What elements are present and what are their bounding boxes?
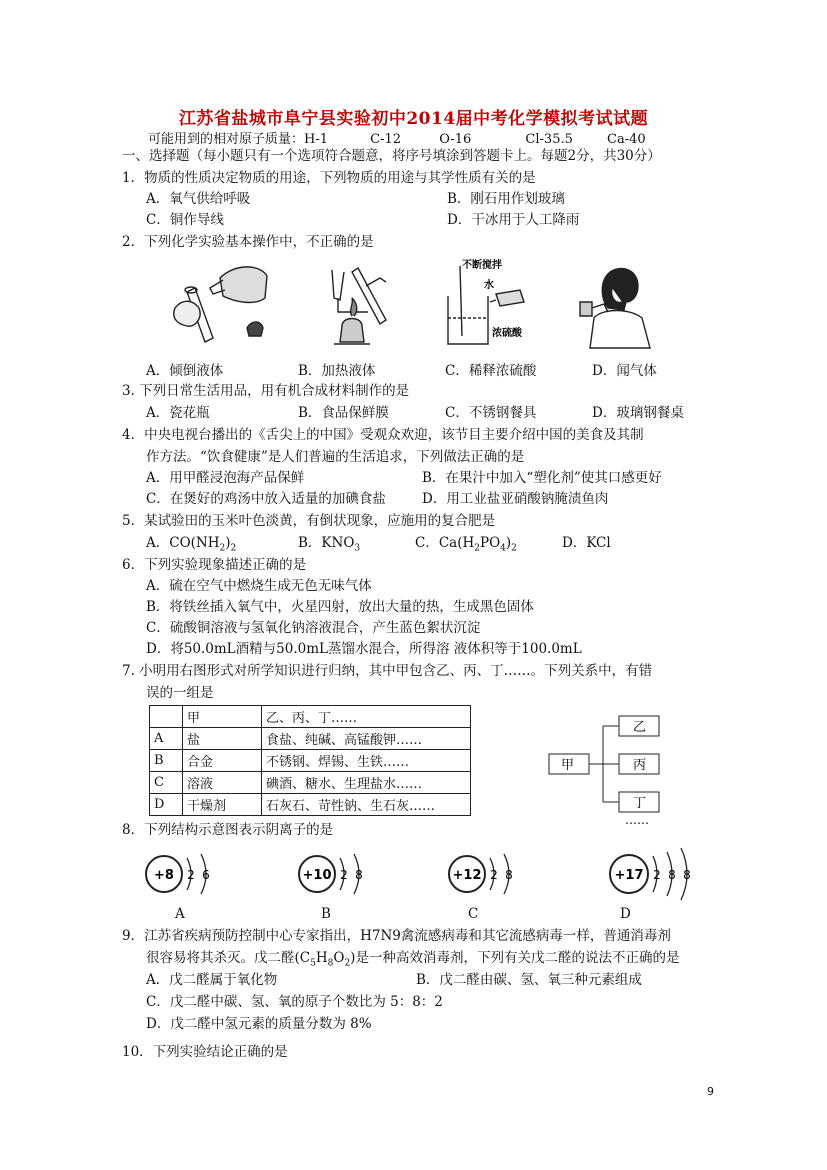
q9-option-d: D．戊二醛中氢元素的质量分数为 8%: [146, 1016, 372, 1032]
table-row: A 盐 食盐、纯碱、高锰酸钾……: [150, 728, 471, 750]
q1-option-c: C．铜作导线: [146, 212, 224, 228]
page-number: 9: [707, 1085, 714, 1098]
q7-stem-1: 7. 小明用右图形式对所学知识进行归纳，其中甲包含乙、丙、丁……。下列关系中，有错: [122, 663, 653, 679]
pouring-liquid-figure: [165, 258, 275, 350]
tree-more: ……: [625, 813, 649, 826]
q5-option-a: A．$CO(NH_2)_2$: [146, 535, 237, 554]
svg-text:2: 2: [340, 868, 348, 882]
q4-option-d: D．用工业盐亚硝酸钠腌渍鱼肉: [422, 491, 609, 507]
svg-text:+10: +10: [302, 868, 332, 883]
atomic-mass-line: [148, 128, 680, 147]
q2-option-a: A．倾倒液体: [146, 363, 224, 379]
q5-option-c: C．$Ca(H_2PO_4)_2$: [415, 535, 517, 554]
q6-stem: 6．下列实验现象描述正确的是: [122, 557, 307, 573]
svg-text:2: 2: [187, 868, 195, 882]
q3-option-a: A．瓷花瓶: [146, 405, 210, 421]
q1-stem: 1．物质的性质决定物质的用途，下列物质的用途与其学性质有关的是: [122, 170, 536, 186]
svg-text:8: 8: [505, 868, 513, 882]
q2-option-b: B．加热液体: [298, 363, 376, 379]
section-heading: 一、选择题（每小题只有一个选项符合题意，将序号填涂到答题卡上。每题2分，共30分）: [122, 148, 661, 164]
dilute-acid-figure: [440, 256, 550, 352]
atom-structure-b: [296, 850, 376, 900]
tree-child-1: 乙: [633, 720, 647, 735]
svg-text:2: 2: [490, 868, 498, 882]
q8-stem: 8．下列结构示意图表示阴离子的是: [122, 822, 334, 838]
tree-root: 甲: [561, 758, 575, 773]
q9-option-a: A．戊二醛属于氧化物: [146, 972, 278, 988]
atom-letter-b: B: [321, 906, 331, 922]
atomic-mass-o: O-16: [439, 132, 472, 147]
q9-option-b: B．戊二醛由碳、氢、氧三种元素组成: [416, 972, 642, 988]
table-row: D 干燥剂 石灰石、苛性钠、生石灰……: [150, 794, 471, 816]
svg-text:+12: +12: [452, 868, 482, 883]
q4-option-b: B．在果汁中加入“塑化剂”使其口感更好: [422, 470, 662, 486]
q1-option-b: B．刚石用作划玻璃: [447, 191, 565, 207]
table-row: C 溶液 碘酒、糖水、生理盐水……: [150, 772, 471, 794]
q2-option-d: D．闻气体: [592, 363, 657, 379]
page-title: 江苏省盐城市阜宁县实验初中2014届中考化学模拟考试试题: [178, 109, 649, 129]
q5-option-b: B．$KNO_3$: [298, 535, 361, 554]
atomic-mass-label: 可能用到的相对原子质量：H-1: [148, 132, 329, 147]
q7-table: [149, 705, 471, 816]
q2-stem: 2．下列化学实验基本操作中，不正确的是: [122, 234, 374, 250]
q6-option-a: A．硫在空气中燃烧生成无色无味气体: [146, 578, 372, 594]
svg-text:8: 8: [668, 868, 676, 882]
tree-child-3: 丁: [633, 796, 647, 811]
svg-text:6: 6: [202, 868, 210, 882]
q4-option-c: C．在煲好的鸡汤中放入适量的加碘食盐: [146, 491, 386, 507]
svg-text:8: 8: [683, 868, 691, 882]
atom-structure-c: [446, 850, 526, 900]
q6-option-b: B．将铁丝插入氧气中，火星四射，放出大量的热，生成黑色固体: [146, 599, 534, 615]
q9-stem-2: 很容易将其杀灭。戊二醛$(C_5H_8O_2)$是一种高效消毒剂，下列有关戊二醛的说法不正确的是: [146, 950, 680, 969]
label-water: 水: [484, 280, 494, 291]
label-acid: 浓硫酸: [492, 328, 522, 339]
q3-option-b: B．食品保鲜膜: [298, 405, 389, 421]
q5-option-d: D．KCl: [562, 535, 611, 551]
q3-option-c: C．不锈钢餐具: [445, 405, 537, 421]
svg-text:+8: +8: [154, 868, 174, 883]
q1-option-a: A．氧气供给呼吸: [146, 191, 251, 207]
svg-text:8: 8: [355, 868, 363, 882]
q6-option-d: D．将50.0mL酒精与50.0mL蒸馏水混合，所得溶 液体积等于100.0mL: [146, 641, 582, 657]
q3-stem: 3. 下列日常生活用品，用有机合成材料制作的是: [122, 383, 410, 399]
q5-stem: 5．某试验田的玉米叶色淡黄，有倒状现象，应施用的复合肥是: [122, 513, 496, 529]
atom-letter-c: C: [468, 906, 479, 922]
label-stir: 不断搅拌: [462, 260, 502, 271]
q7-tree-diagram: [545, 710, 675, 826]
q9-option-c: C．戊二醛中碳、氢、氧的原子个数比为 5：8：2: [146, 994, 443, 1010]
q7-stem-2: 误的一组是: [146, 685, 214, 701]
svg-text:2: 2: [653, 868, 661, 882]
atom-structure-d: [606, 846, 706, 902]
atom-structure-a: [143, 850, 223, 900]
smell-gas-figure: [570, 258, 654, 350]
atomic-mass-c: C-12: [370, 132, 402, 147]
tree-child-2: 丙: [633, 758, 647, 773]
atom-letter-a: A: [175, 906, 185, 922]
atomic-mass-ca: Ca-40: [607, 132, 646, 147]
table-row: B 合金 不锈钢、焊锡、生铁……: [150, 750, 471, 772]
svg-text:+17: +17: [614, 868, 644, 883]
q6-option-c: C．硫酸铜溶液与氢氧化钠溶液混合，产生蓝色絮状沉淀: [146, 620, 481, 636]
table-row: 甲 乙、丙、丁……: [150, 706, 471, 728]
heating-liquid-figure: [318, 264, 404, 352]
q2-option-c: C．稀释浓硫酸: [445, 363, 537, 379]
q4-stem-2: 作方法。“饮食健康”是人们普遍的生活追求，下列做法正确的是: [146, 449, 525, 465]
q4-stem-1: 4．中央电视台播出的《舌尖上的中国》受观众欢迎，该节目主要介绍中国的美食及其制: [122, 427, 644, 443]
q1-option-d: D．干冰用于人工降雨: [447, 212, 580, 228]
q9-stem-1: 9．江苏省疾病预防控制中心专家指出，H7N9禽流感病毒和其它流感病毒一样，普通消毒剂: [122, 928, 671, 944]
q10-stem: 10．下列实验结论正确的是: [122, 1044, 288, 1060]
atom-letter-d: D: [620, 906, 631, 922]
q4-option-a: A．用甲醛浸泡海产品保鲜: [146, 470, 305, 486]
atomic-mass-cl: Cl-35.5: [525, 132, 573, 147]
q3-option-d: D．玻璃钢餐桌: [592, 405, 684, 421]
